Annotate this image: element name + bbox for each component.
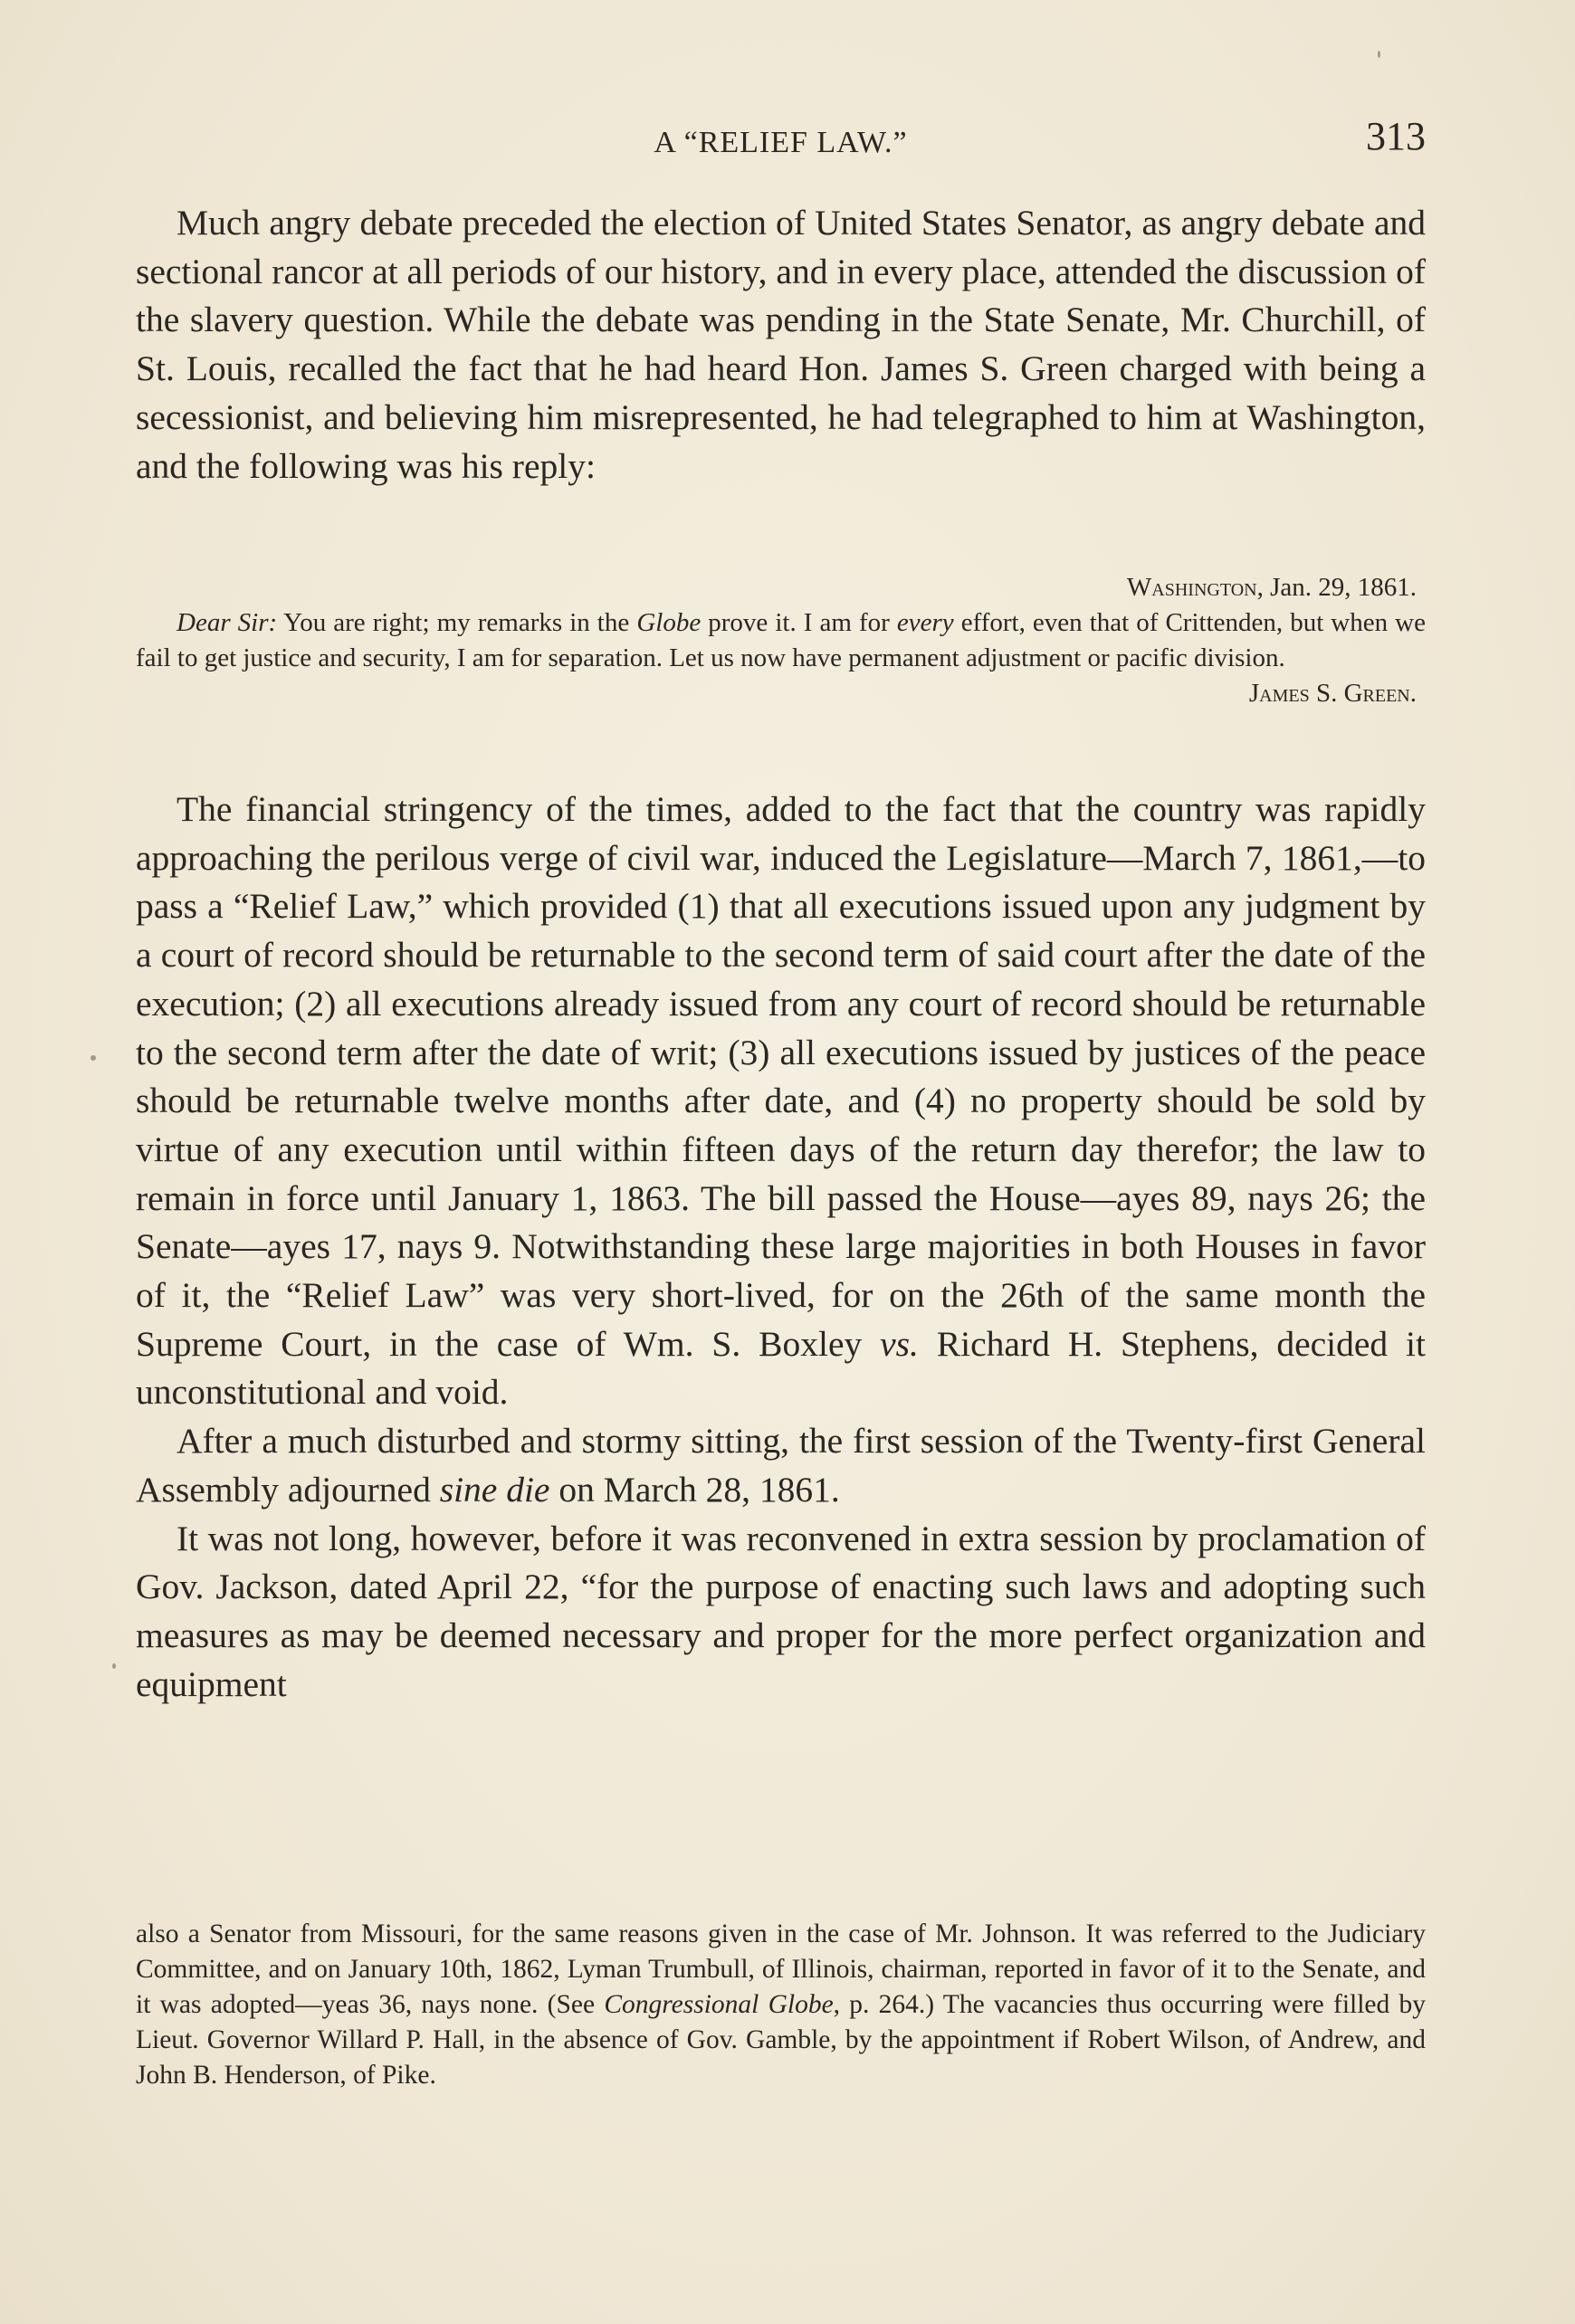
letter-globe: Globe — [636, 608, 702, 637]
body-text-top — [136, 199, 1426, 491]
adjournment-sine-die: sine die — [439, 1469, 550, 1510]
footnote — [136, 1917, 1426, 2093]
paper-speck — [1378, 51, 1380, 58]
adjournment-text-2: on March 28, 1861. — [549, 1469, 840, 1510]
footnote-source: Congressional Globe — [604, 1990, 834, 2019]
paper-speck — [112, 1663, 116, 1669]
paragraph-relief-law — [136, 786, 1426, 1417]
telegram-letter — [136, 570, 1426, 711]
running-title: A “RELIEF LAW.” — [654, 126, 908, 159]
letter-every: every — [896, 608, 954, 637]
adjournment-text-1: After a much disturbed and stormy sitting, the first session of the Twenty-first General Assembly adjourned — [136, 1421, 1426, 1510]
footnote-text — [136, 1917, 1426, 2093]
relief-law-vs: vs. — [880, 1323, 919, 1364]
paragraph-election-debate: Much angry debate preceded the election of United States Senator, as angry debate and sectional rancor at all periods of our history, and in every place, attended the discussion of the slavery question. While the debate was pending in the State Senate, Mr. Churchill, of St. Louis, recalled the fact that he had heard Hon. James S. Green charged with being a secessionist, and believing him misrepresented, he had telegraphed to him at Washington, and the following was his reply: — [136, 203, 1426, 486]
letter-dateline-place: Washington — [1126, 573, 1257, 602]
paragraph-extra-session: It was not long, however, before it was reconvened in extra session by proclamation of Gov. Jackson, dated April 22, “for the purpose of enacting such laws and adopting such measures as may be deemed necessary and proper for the more perfect organization and equipment — [136, 1518, 1426, 1704]
letter-body — [136, 605, 1426, 676]
letter-signature: James S. Green. — [1248, 679, 1417, 708]
running-head — [136, 113, 1426, 167]
letter-text-2: prove it. I am for — [701, 608, 897, 637]
letter-text-1: You are right; my remarks in the — [277, 608, 637, 637]
letter-dateline — [136, 570, 1426, 605]
letter-text-3: effort, even that of Crittenden, but when we fail to get justice and security, I am for separation. Let us now have permanent adjustment or pacific division. — [136, 608, 1426, 672]
footnote-text-2: , p. 264.) The vacancies thus occurring were filled by Lieut. Governor Willard P. Hall, in the absence of Gov. Gamble, by the appointment if Robert Wilson, of Andrew, and John B. Henderson, of Pike. — [136, 1990, 1427, 2090]
body-text-main — [136, 786, 1426, 1709]
paragraph-adjournment — [136, 1417, 1426, 1514]
relief-law-text-1: The financial stringency of the times, added to the fact that the country was rapidly approaching the perilous verge of civil war, induced the Legislature—March 7, 1861,—to pass a “Relief Law,” which provided (1) that all executions issued upon any judgment by a court of record should be returnable to the second term of said court after the date of the execution; (2) all executions already issued from any court of record should be returnable to the second term after the date of writ; (3) all executions issued by justices of the peace should be returnable twelve months after date, and (4) no property should be sold by virtue of any execution until within fifteen days of the return day therefor; the law to remain in force until January 1, 1863. The bill passed the House—ayes 89, nays 26; the Senate—ayes 17, nays 9. Notwithstanding these large majorities in both Houses in favor of it, the “Relief Law” was very short-lived, for on the 26th of the same month the Supreme Court, in the case of Wm. S. Boxley — [136, 789, 1426, 1364]
footnote-text-1: also a Senator from Missouri, for the same reasons given in the case of Mr. Johnson. It was referred to the Judiciary Committee, and on January 10th, 1862, Lyman Trumbull, of Illinois, chairman, reported in favor of it to the Senate, and it was adopted—yeas 36, nays none. (See — [136, 1919, 1426, 2019]
paper-speck — [91, 1055, 96, 1061]
page-number: 313 — [1366, 114, 1426, 158]
letter-dateline-date: , Jan. 29, 1861. — [1256, 573, 1417, 602]
letter-salutation: Dear Sir: — [177, 608, 278, 637]
relief-law-text-2: Richard H. Stephens, decided it unconstitutional and void. — [136, 1323, 1426, 1413]
